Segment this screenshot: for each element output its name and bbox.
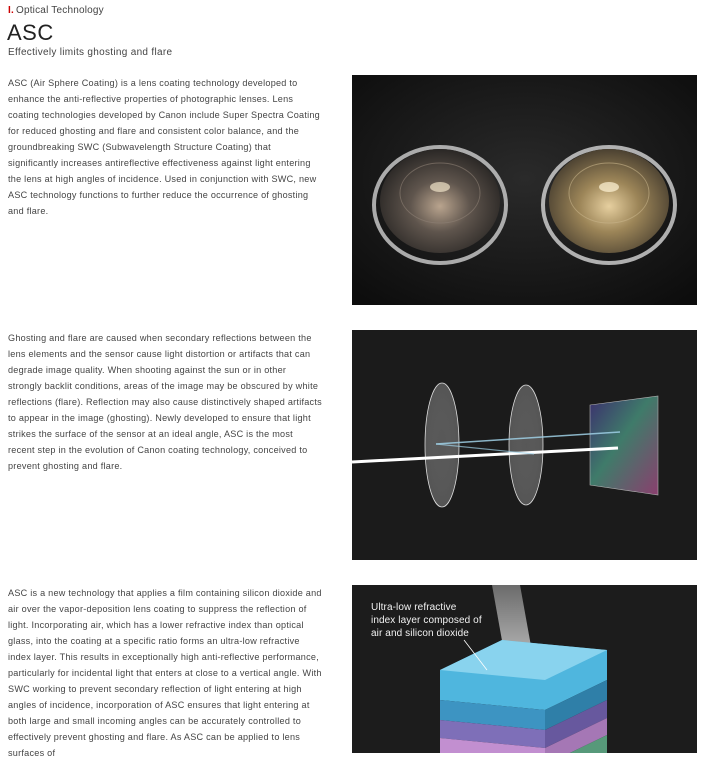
coating-layer-label-line: air and silicon dioxide [371,628,469,639]
breadcrumb [8,5,104,16]
page-title: ASC [7,20,54,45]
coated-lens-comparison-image [352,75,697,305]
page-subtitle: Effectively limits ghosting and flare [8,47,173,58]
breadcrumb-section: Optical Technology [15,5,104,16]
lens-reflection-diagram-image [352,330,697,560]
coating-layer-label-line: Ultra-low refractive [371,602,457,613]
coating-layer-label-line: index layer composed of [371,615,482,626]
paragraph-technology: ASC is a new technology that applies a film containing silicon dioxide and air over the vapor-deposition lens coating to suppress the reflection of light. Incorporating air, which has a lower refractive index than optical glass, into the coating at a specific ratio forms an ultra-low refractive index layer. This results in exceptionally high anti-reflective performance, particularly for incidental light that enters at close to a vertical angle. With SWC working to prevent secondary reflection of light entering at high angles of incidence, incorporation of ASC ensures that light entering at both large and small incoming angles can be accurately controlled to effectively prevent ghosting and flare. As ASC can be applied to lens surfaces of [8,588,322,758]
breadcrumb-marker: I. [8,5,14,16]
coating-layer-label [371,601,501,640]
paragraph-ghosting: Ghosting and flare are caused when secondary reflections between the lens elements and the sensor cause light distortion or artifacts that can degrade image quality. When shooting against the sun or in other strongly backlit conditions, areas of the image may be obscured by white reflections (flare). Reflection may also cause distinctively shaped artifacts to appear in the image (ghosting). Newly developed to ensure that light strikes the surface of the sensor at an ideal angle, ASC is the most recent step in the evolution of Canon coating technology, conceived to prevent ghosting and flare. [8,333,322,471]
coated-lens-figure [352,75,697,305]
coating-layer-figure [352,585,697,753]
paragraph-intro: ASC (Air Sphere Coating) is a lens coating technology developed to enhance the anti-reflective properties of photographic lenses. Lens coating technologies developed by Canon include Super Spectra Coating for reduced ghosting and flare and consistent color balance, and the groundbreaking SWC (Subwavelength Structure Coating) that significantly increases antireflective effectiveness against light entering the lens at high angles of incidence. Used in conjunction with SWC, new ASC technology functions to further reduce the occurrence of ghosting and flare. [8,78,320,216]
reflection-figure [352,330,697,560]
